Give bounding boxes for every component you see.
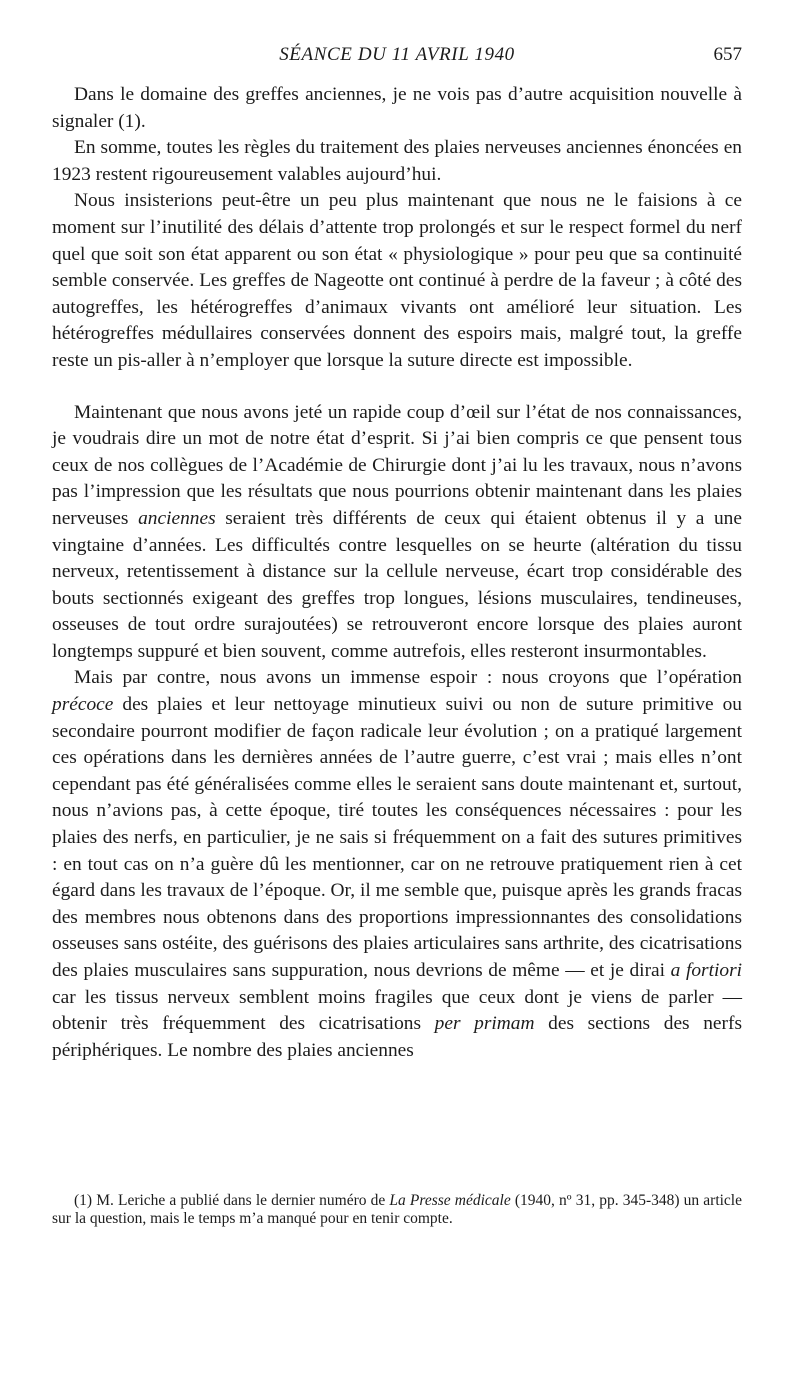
- paragraph-4-text-b: seraient très différents de ceux qui étaient obtenus il y a une vingtaine d’années. Les difficultés contre lesquelles on se heurte (altération du tissu nerveux, retentissement à distance sur la cellule nerveuse, écart trop considérable des bouts sectionnés exigeant des greffes trop longues, lésions musculaires, tendineuses, osseuses de tout ordre surajoutées) se retrouveront encore lorsque des plaies auront longtemps suppuré et bien souvent, comme autrefois, elles resteront insurmontables.: [52, 507, 742, 662]
- paragraph-5-text-b: des plaies et leur nettoyage minutieux suivi ou non de suture primitive ou secondaire pourront modifier de façon radicale leur évolution ; on a pratiqué largement ces opérations dans les dernières années de l’autre guerre, c’est vrai ; mais elles n’ont cependant pas été généralisées comme elles le seraient sans doute maintenant et, surtout, nous n’avions pas, à cette époque, tiré toutes les conséquences nécessaires : pour les plaies des nerfs, en particulier, je ne sais si fréquemment on a fait des sutures primitives : en tout cas on n’a guère dû les mentionner, car on ne retrouve pratiquement rien à cet égard dans les travaux de l’époque. Or, il me semble que, puisque après les grands fracas des membres nous obtenons dans des proportions impressionnantes des consolidations osseuses sans ostéite, des guérisons des plaies articulaires sans arthrite, des cicatrisations des plaies musculaires sans suppuration, nous devrions de même — et je dirai: [52, 694, 742, 981]
- paragraph-5-text-a: Mais par contre, nous avons un immense espoir : nous croyons que l’opération: [74, 667, 742, 689]
- paragraph-3: Nous insisterions peut-être un peu plus maintenant que nous ne le faisions à ce moment sur l’inutilité des délais d’attente trop prolongés et sur le respect formel du nerf quel que soit son état apparent ou son état « physiologique » pour peu que sa continuité semble conservée. Les greffes de Nageotte ont continué à perdre de la faveur ; à côté des autogreffes, les hétérogreffes d’animaux vivants ont amélioré leur situation. Les hétérogreffes médullaires conservées donnent des espoirs mais, malgré tout, la greffe reste un pis-aller à n’employer que lorsque la suture directe est impossible.: [52, 190, 742, 371]
- body-text: [52, 82, 742, 1064]
- paragraph-1: Dans le domaine des greffes anciennes, je ne vois pas d’autre acquisition nouvelle à signaler (1).: [52, 84, 742, 132]
- paragraph-4: [52, 400, 742, 666]
- paragraph-5: [52, 665, 742, 1064]
- paragraph-5-italic-3: per primam: [434, 1013, 535, 1035]
- header-title: SÉANCE DU 11 AVRIL 1940: [279, 44, 515, 65]
- paragraph-5-italic-2: a fortiori: [670, 960, 743, 981]
- running-header: [52, 44, 742, 72]
- paragraph-5-text-c: car les tissus nerveux semblent moins fragiles que ceux dont je viens de parler — obtenir très fréquemment des cicatrisations: [52, 986, 742, 1035]
- paragraph-4-italic: anciennes: [138, 507, 216, 529]
- footnote-text-b: (1940, nº 31, pp. 345-348) un article sur la question, mais le temps m’a manqué pour en tenir compte.: [52, 1192, 742, 1227]
- paragraph-5-text-d: des sections des nerfs périphériques. Le nombre des plaies anciennes: [52, 1013, 743, 1061]
- paragraph-2: En somme, toutes les règles du traitement des plaies nerveuses anciennes énoncées en 1923 restent rigoureusement valables aujourd’hui.: [52, 137, 742, 185]
- page-number: 657: [713, 44, 742, 65]
- footnote-journal: La Presse médicale: [389, 1192, 511, 1209]
- paragraph-5-italic-1: précoce: [52, 694, 114, 716]
- footnote: [52, 1192, 742, 1227]
- footnote-text-a: (1) M. Leriche a publié dans le dernier numéro de: [74, 1192, 390, 1209]
- paragraph-4-text-a: Maintenant que nous avons jeté un rapide coup d’œil sur l’état de nos connaissances, je voudrais dire un mot de notre état d’esprit. Si j’ai bien compris ce que pensent tous ceux de nos collègues de l’Académie de Chirurgie dont j’ai lu les travaux, nous n’avons pas l’impression que les résultats que nous pourrions obtenir maintenant dans les plaies nerveuses: [52, 401, 742, 529]
